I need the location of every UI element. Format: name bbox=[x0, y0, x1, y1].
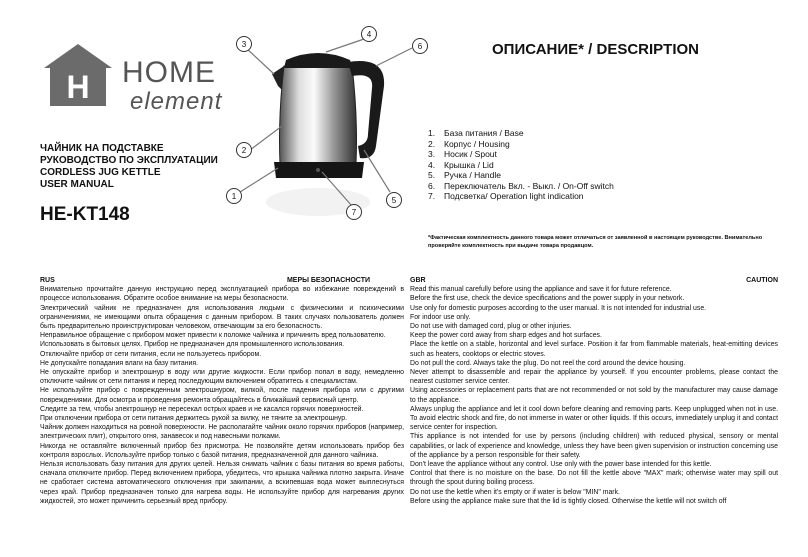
gbr-paragraph: Using accessories or replacement parts that are not recommended or not sold by the manufacturer may cause damage to the appliance. bbox=[410, 387, 778, 404]
rus-lang-label: RUS bbox=[40, 277, 55, 284]
gbr-paragraph: Do not use with damaged cord, plug or other injuries. bbox=[410, 323, 572, 331]
gbr-paragraph: Never attempt to disassemble and repair the appliance by yourself. If you encounter problems, please contact the nearest customer service center. bbox=[410, 369, 778, 386]
gbr-paragraph: For indoor use only. bbox=[410, 313, 471, 321]
rus-paragraph: Не используйте прибор с поврежденным электрошнуром, вилкой, после падения прибора или с другими повреждениями. Для осмотра и проведения ремонта обращайтесь в ближайший сервисный центр. bbox=[40, 387, 404, 404]
callout-2: 2 bbox=[236, 142, 252, 158]
callout-3: 3 bbox=[236, 36, 252, 52]
callout-1: 1 bbox=[226, 188, 242, 204]
title-line-2: РУКОВОДСТВО ПО ЭКСПЛУАТАЦИИ bbox=[40, 155, 218, 166]
rus-paragraph: Не опускайте прибор и электрошнур в воду или другие жидкости. Если прибор попал в воду, немедленно отключите чайник от сети питания и перед последующим включением обратитесь к специалистам. bbox=[40, 369, 404, 386]
part-item: 3. Носик / Spout bbox=[428, 149, 497, 159]
rus-paragraph: Внимательно прочитайте данную инструкцию перед эксплуатацией прибора во избежание повреждений в процессе использования. Обратите особое внимание на меры безопасности. bbox=[40, 286, 404, 303]
gbr-paragraph: Before using the appliance make sure that the lid is tightly closed. Otherwise the kettle will not switch off bbox=[410, 497, 727, 505]
rus-paragraph: При отключении прибора от сети питания держитесь рукой за вилку, не тяните за электрошнур. bbox=[40, 415, 348, 423]
home-element-logo-icon bbox=[42, 42, 114, 106]
gbr-caution-section bbox=[410, 276, 778, 506]
parts-list bbox=[428, 128, 614, 202]
rus-paragraph: Не допускайте попадания влаги на базу питания. bbox=[40, 359, 199, 367]
logo-word-element: element bbox=[130, 88, 223, 115]
gbr-lang-label: GBR bbox=[410, 277, 426, 284]
gbr-paragraph: Place the kettle on a stable, horizontal and level surface. Position it far from flammable materials, heat-emitting devices such as heaters, cooktops or electric stoves. bbox=[410, 341, 778, 358]
callout-6: 6 bbox=[412, 38, 428, 54]
callout-4: 4 bbox=[361, 26, 377, 42]
description-title: ОПИСАНИЕ* / DESCRIPTION bbox=[492, 41, 699, 58]
gbr-paragraph: This appliance is not intended for use by persons (including children) with reduced physical, sensory or mental capabilities, or lack of experience and knowledge, unless they have been given supervision or instruction concerning use of the appliance by a person responsible for their safety. bbox=[410, 433, 778, 459]
gbr-paragraph: Use only for domestic purposes according to the user manual. It is not intended for industrial use. bbox=[410, 304, 707, 312]
rus-paragraph: Электрический чайник не предназначен для использования людьми с физическими и психическими ограничениями, не имеющими опыта обращения с данным прибором. В таких случаях пользователь должен быть предварительно проинструктирован человеком, отвечающим за его безопасность. bbox=[40, 304, 404, 331]
part-item: 7. Подсветка/ Operation light indication bbox=[428, 191, 584, 201]
title-line-4: USER MANUAL bbox=[40, 179, 114, 190]
gbr-heading: CAUTION bbox=[746, 277, 778, 284]
callout-7: 7 bbox=[346, 204, 362, 220]
rus-safety-section bbox=[40, 276, 404, 506]
completeness-footnote: *Фактическая комплектность данного товара может отличаться от заявленной в настоящем руководстве. Внимательно проверяйте комплектность при выдаче товара продавцом. bbox=[428, 235, 763, 249]
rus-paragraph: Неправильное обращение с прибором может привести к поломке чайника и причинить вред пользователю. bbox=[40, 332, 386, 340]
logo-mark-letter: H bbox=[66, 69, 90, 105]
part-item: 2. Корпус / Housing bbox=[428, 138, 510, 149]
rus-paragraph: Следите за тем, чтобы электрошнур не пересекал острых краев и не касался горячих поверхностей. bbox=[40, 405, 364, 413]
gbr-paragraph: Before the first use, check the device specifications and the power supply in your network. bbox=[410, 295, 685, 303]
title-line-3: CORDLESS JUG KETTLE bbox=[40, 167, 161, 178]
gbr-paragraph: Do not pull the cord. Always take the plug. Do not reel the cord around the device housing. bbox=[410, 359, 686, 367]
part-item: 1. База питания / Base bbox=[428, 128, 524, 138]
gbr-section-header bbox=[410, 276, 778, 285]
rus-paragraph: Никогда не оставляйте включенный прибор без присмотра. Не позволяйте детям использовать прибор без контроля взрослых. Используйте прибор только с базой питания, предназначенной для данного чайника. bbox=[40, 442, 404, 459]
title-line-1: ЧАЙНИК НА ПОДСТАВКЕ bbox=[40, 143, 164, 154]
gbr-paragraph: Always unplug the appliance and let it cool down before cleaning and removing parts. Keep unplugged when not in use. To avoid electric shock and fire, do not immerse in water or other liquids. If this occurs, immediately unplug it and contact service center for inspection. bbox=[410, 405, 778, 432]
rus-section-header bbox=[40, 276, 404, 285]
gbr-paragraph: Keep the power cord away from sharp edges and hot surfaces. bbox=[410, 332, 602, 340]
part-item: 6. Переключатель Вкл. - Выкл. / On-Off switch bbox=[428, 180, 614, 191]
power-indicator-light-icon bbox=[316, 168, 320, 172]
rus-paragraph: Нельзя использовать базу питания для других целей. Нельзя снимать чайник с базы питания во время работы, сначала отключите прибор. Перед включением прибора, убедитесь, что крышка чайника плотно закрыта. Иначе не сработает система автоматического отключения при закипании, а вскипевшая вода может выплеснуться через край. Прибор предназначен только для нагрева воды. Не используйте прибор для нагревания других жидкостей, это может причинить серьезный вред прибору. bbox=[40, 461, 404, 505]
part-item: 5. Ручка / Handle bbox=[428, 170, 502, 180]
gbr-paragraph: Read this manual carefully before using the appliance and save it for future reference. bbox=[410, 286, 672, 294]
logo-word-home: HOME bbox=[122, 56, 216, 89]
model-number: HE-KT148 bbox=[40, 204, 130, 225]
gbr-paragraph: Control that there is no moisture on the base. Do not fill the kettle above "MAX" mark; otherwise water may spill out through the spout during boiling process. bbox=[410, 470, 778, 487]
callout-5: 5 bbox=[386, 192, 402, 208]
gbr-paragraph: Do not use the kettle when it's empty or if water is below "MIN" mark. bbox=[410, 488, 620, 496]
rus-paragraph: Использовать в бытовых целях. Прибор не предназначен для промышленного использования. bbox=[40, 341, 345, 349]
rus-paragraph: Чайник должен находиться на ровной поверхности. Не располагайте чайник около горячих приборов (например, электрических плит), открытого огня, занавесок и под навесными полками. bbox=[40, 424, 404, 441]
part-item: 4. Крышка / Lid bbox=[428, 159, 494, 170]
gbr-paragraph: Don't leave the appliance without any control. Use only with the power base intended for this kettle. bbox=[410, 461, 712, 469]
rus-heading: МЕРЫ БЕЗОПАСНОСТИ bbox=[286, 277, 370, 284]
rus-paragraph: Отключайте прибор от сети питания, если не пользуетесь прибором. bbox=[40, 350, 262, 358]
